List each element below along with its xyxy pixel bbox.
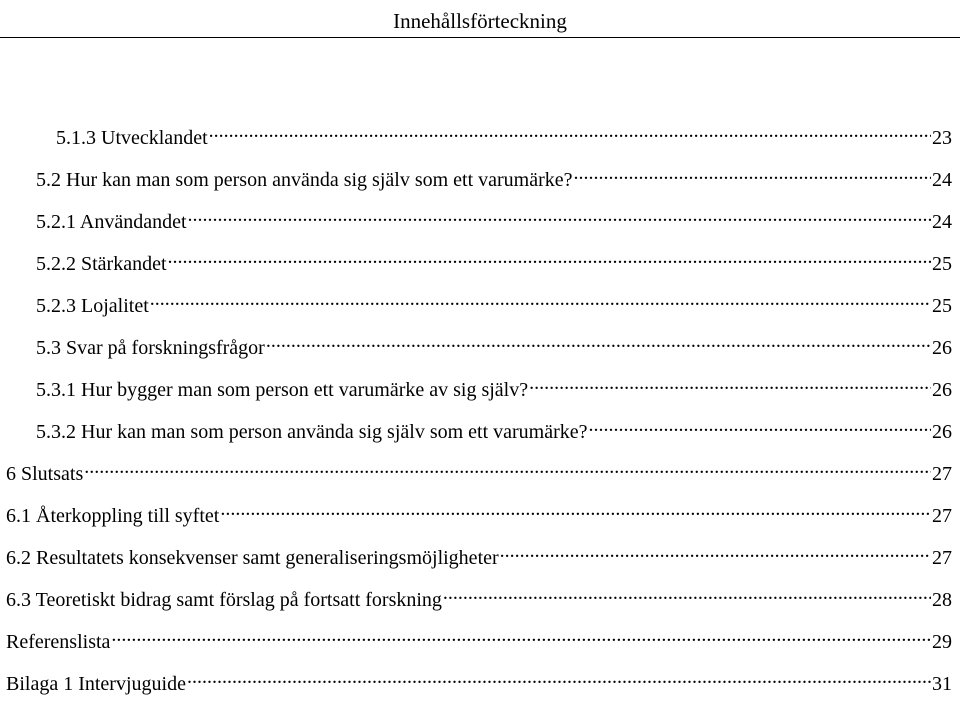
toc-entry-page: 26 — [932, 421, 952, 443]
toc-entry-page: 25 — [932, 295, 952, 317]
toc-entry — [6, 496, 952, 527]
toc-entry-page: 24 — [932, 169, 952, 191]
toc-entry-title: 5.2.3 Lojalitet — [36, 295, 149, 317]
toc-dot-leader — [500, 538, 931, 564]
toc-dot-leader — [84, 454, 931, 480]
toc-entry-title: 5.3 Svar på forskningsfrågor — [36, 337, 265, 359]
toc-dot-leader — [574, 160, 931, 186]
toc-entry — [36, 286, 952, 317]
toc-entry-page: 27 — [932, 547, 952, 569]
toc-entry — [6, 454, 952, 485]
toc-entry — [6, 580, 952, 611]
toc-entry-page: 31 — [932, 673, 952, 695]
toc-dot-leader — [529, 370, 931, 396]
toc-entry-page: 27 — [932, 463, 952, 485]
toc-entry — [36, 202, 952, 233]
toc-entry — [36, 160, 952, 191]
toc-dot-leader — [589, 412, 931, 438]
toc-entry-title: 5.2 Hur kan man som person använda sig själv som ett varumärke? — [36, 169, 573, 191]
toc-entry-page: 26 — [932, 337, 952, 359]
toc-entry-page: 26 — [932, 379, 952, 401]
toc-dot-leader — [150, 286, 931, 312]
toc-dot-leader — [443, 580, 931, 606]
toc-heading: Innehållsförteckning — [393, 9, 567, 33]
toc-dot-leader — [266, 328, 931, 354]
toc-entry-page: 28 — [932, 589, 952, 611]
toc-entry-page: 25 — [932, 253, 952, 275]
toc-entry — [36, 328, 952, 359]
toc-entry — [56, 118, 952, 149]
toc-entry — [36, 244, 952, 275]
toc-dot-leader — [209, 118, 931, 144]
toc-entry — [6, 538, 952, 569]
toc-entry-title: 6.2 Resultatets konsekvenser samt generaliseringsmöjligheter — [6, 547, 499, 569]
toc-entry-title: 5.3.1 Hur bygger man som person ett varumärke av sig själv? — [36, 379, 529, 401]
toc-entry-page: 23 — [932, 127, 952, 149]
toc-entry-page: 29 — [932, 631, 952, 653]
toc-dot-leader — [111, 622, 931, 648]
toc-entry — [36, 370, 952, 401]
toc-dot-leader — [188, 202, 931, 228]
toc-entry-title: 5.2.1 Användandet — [36, 211, 187, 233]
toc-entry-page: 24 — [932, 211, 952, 233]
toc-entry-title: 6.3 Teoretiskt bidrag samt förslag på fortsatt forskning — [6, 589, 442, 611]
toc-dot-leader — [220, 496, 931, 522]
toc-entry-title: 6.1 Återkoppling till syftet — [6, 505, 220, 527]
toc-entry-title: Bilaga 1 Intervjuguide — [6, 673, 186, 695]
toc-entry-title: 5.1.3 Utvecklandet — [56, 127, 208, 149]
toc-entry — [36, 412, 952, 443]
toc-entry-title: 5.2.2 Stärkandet — [36, 253, 167, 275]
toc-dot-leader — [168, 244, 931, 270]
toc-entry-page: 27 — [932, 505, 952, 527]
toc-entry-title: 5.3.2 Hur kan man som person använda sig själv som ett varumärke? — [36, 421, 588, 443]
toc-entry-title: 6 Slutsats — [6, 463, 84, 485]
toc-entry — [6, 622, 952, 653]
toc-entry — [6, 664, 952, 695]
toc-entry-title: Referenslista — [6, 631, 111, 653]
toc-dot-leader — [187, 664, 931, 690]
